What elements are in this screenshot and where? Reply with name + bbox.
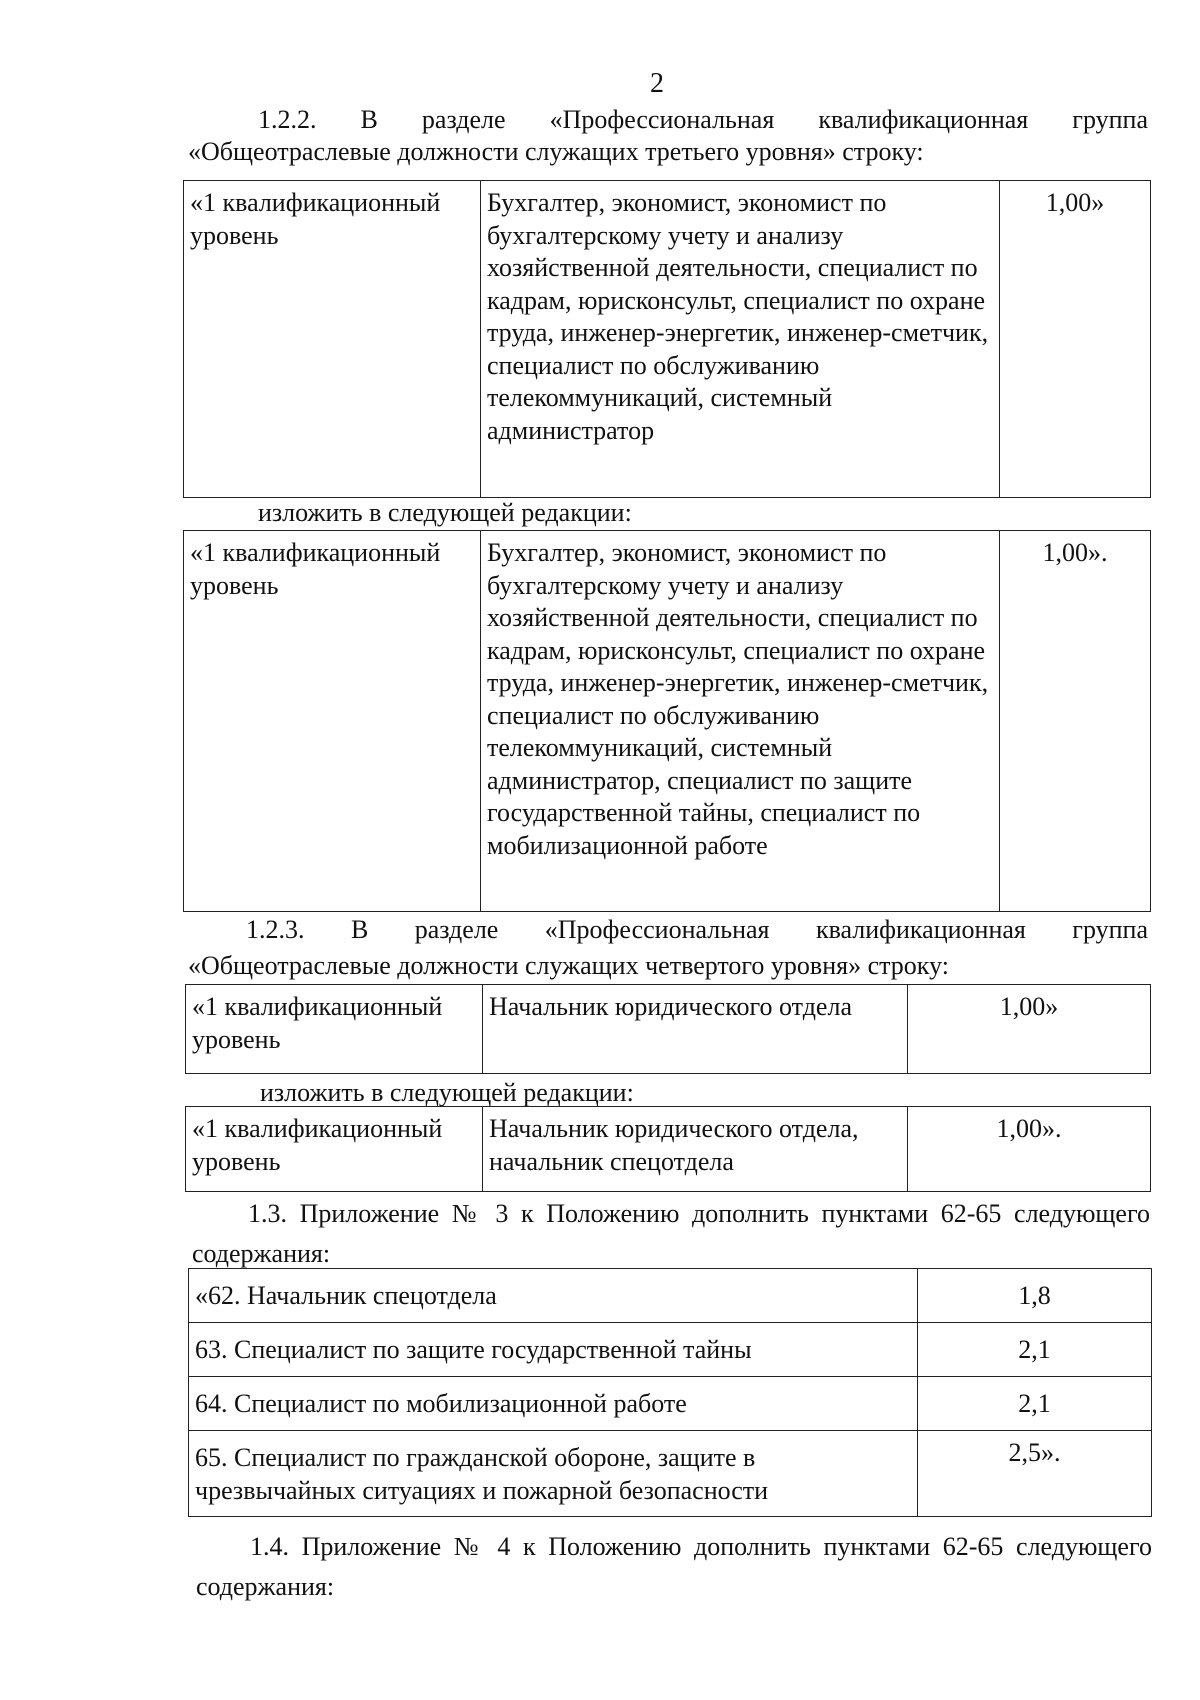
table-row (186, 985, 1151, 1074)
paragraph-line-1: 1.2.2. В разделе «Профессиональная квалификационная группа (258, 105, 1148, 134)
coefficient-cell: 1,00» (1000, 181, 1151, 498)
paragraph-1-3 (192, 1198, 1150, 1270)
table-third-level-new (183, 530, 1151, 912)
table-row (189, 1323, 1152, 1377)
qualification-level-cell: «1 квалификационный уровень (186, 985, 483, 1074)
value-cell: 2,1 (918, 1377, 1152, 1431)
paragraph-1-2-3 (188, 914, 1148, 982)
position-name-cell: 65. Специалист по гражданской обороне, защите в чрезвычайных ситуациях и пожарной безопасности (189, 1431, 918, 1517)
value-cell: 2,5». (918, 1431, 1152, 1517)
positions-cell: Начальник юридического отдела (483, 985, 908, 1074)
coefficient-cell: 1,00». (908, 1107, 1151, 1192)
paragraph-line-2: «Общеотраслевые должности служащих третьего уровня» строку: (188, 137, 924, 166)
restate-label-2: изложить в следующей редакции: (260, 1078, 634, 1107)
table-row (184, 531, 1151, 912)
table-row (189, 1431, 1152, 1517)
coefficient-cell: 1,00» (908, 985, 1151, 1074)
qualification-level-cell: «1 квалификационный уровень (186, 1107, 483, 1192)
paragraph-line-2: содержания: (196, 1572, 335, 1601)
table-row (186, 1107, 1151, 1192)
positions-cell: Бухгалтер, экономист, экономист по бухгалтерскому учету и анализу хозяйственной деятельности, специалист по кадрам, юрисконсульт, специалист по охране труда, инженер-энергетик, инженер-сметчик, специалист по обслуживанию телекоммуникаций, системный администратор, специалист по защите государственной тайны, специалист по мобилизационной работе (481, 531, 1000, 912)
paragraph-line-2: «Общеотраслевые должности служащих четвертого уровня» строку: (188, 951, 949, 980)
table-fourth-level-new (185, 1106, 1151, 1192)
qualification-level-cell: «1 квалификационный уровень (184, 181, 481, 498)
paragraph-1-4 (196, 1531, 1152, 1603)
table-third-level-old (183, 180, 1151, 498)
page-number: 2 (650, 68, 664, 99)
table-row (189, 1377, 1152, 1431)
paragraph-line-1: 1.4. Приложение № 4 к Положению дополнить пунктами 62-65 следующего (250, 1532, 1152, 1561)
coefficient-cell: 1,00». (1000, 531, 1151, 912)
value-cell: 1,8 (918, 1269, 1152, 1323)
table-appendix-3-items (188, 1268, 1152, 1517)
restate-label-1: изложить в следующей редакции: (258, 498, 632, 527)
table-fourth-level-old (185, 984, 1151, 1074)
paragraph-line-2: содержания: (192, 1239, 331, 1268)
paragraph-1-2-2 (188, 104, 1148, 168)
positions-cell: Начальник юридического отдела, начальник спецотдела (483, 1107, 908, 1192)
qualification-level-cell: «1 квалификационный уровень (184, 531, 481, 912)
position-name-cell: 63. Специалист по защите государственной тайны (189, 1323, 918, 1377)
value-cell: 2,1 (918, 1323, 1152, 1377)
positions-cell: Бухгалтер, экономист, экономист по бухгалтерскому учету и анализу хозяйственной деятельности, специалист по кадрам, юрисконсульт, специалист по охране труда, инженер-энергетик, инженер-сметчик, специалист по обслуживанию телекоммуникаций, системный администратор (481, 181, 1000, 498)
position-name-cell: 64. Специалист по мобилизационной работе (189, 1377, 918, 1431)
paragraph-line-1: 1.2.3. В разделе «Профессиональная квалификационная группа (246, 915, 1148, 944)
paragraph-line-1: 1.3. Приложение № 3 к Положению дополнить пунктами 62-65 следующего (248, 1199, 1150, 1228)
table-row (184, 181, 1151, 498)
position-name-cell: «62. Начальник спецотдела (189, 1269, 918, 1323)
table-row (189, 1269, 1152, 1323)
